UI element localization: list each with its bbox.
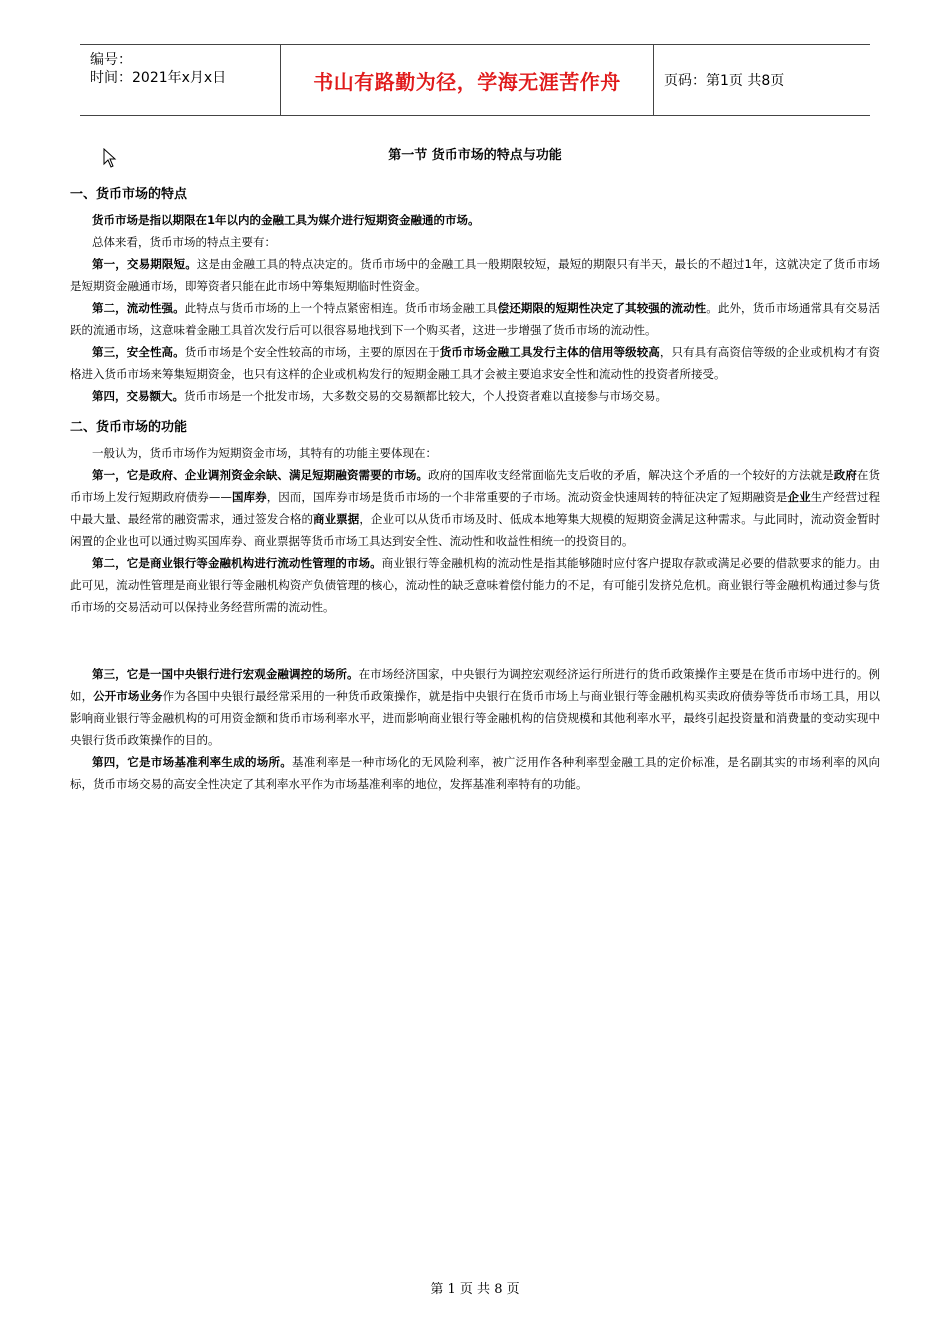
section-functions-continued xyxy=(70,663,880,795)
function-paragraph xyxy=(70,552,880,618)
emphasis-text: 国库券 xyxy=(231,490,267,504)
paragraph-text: 这是由金融工具的特点决定的。货币市场中的金融工具一般期限较短，最短的期限只有半天，最长的不超过1年，这就决定了货币市场是短期资金融通市场，即筹资者只能在此市场中筹集短期临时性资金。 xyxy=(70,257,881,293)
motto: 书山有路勤为径，学海无涯苦作舟 xyxy=(313,70,621,94)
emphasis-text: 政府 xyxy=(833,468,857,482)
paragraph-lead: 第二，流动性强。 xyxy=(92,301,185,315)
emphasis-text: 企业 xyxy=(787,490,811,504)
section-characteristics xyxy=(70,185,880,407)
intro-paragraph: 一般认为，货币市场作为短期资金市场，其特有的功能主要体现在： xyxy=(92,446,437,460)
paragraph-text: ，企业可以从货币市场及时、低成本地筹集大规模的短期资金满足这种需求。与此同时，流动资金暂时闲置的企业也可以通过购买国库券、商业票据等货币市场工具达到安全性、流动性和收益性相统一的投资目的。 xyxy=(70,512,881,548)
paragraph-text: 政府的国库收支经常面临先支后收的矛盾，解决这个矛盾的一个较好的方法就是 xyxy=(428,468,834,482)
page-header xyxy=(80,44,870,116)
paragraph-text: ，只有具有高资信等级的企业或机构才有资格进入货币市场来筹集短期资金，也只有这样的企业或机构发行的短期金融工具才会被主要追求安全性和流动性的投资者所接受。 xyxy=(70,345,881,381)
paragraph-lead: 第三，安全性高。 xyxy=(92,345,185,359)
time-line: 时间：2021年x月x日 xyxy=(90,70,227,86)
code-label: 编号： xyxy=(90,52,132,68)
paragraph-text: 在市场经济国家，中央银行为调控宏观经济运行所进行的货币政策操作主要是在货币市场中进行的。例如， xyxy=(70,667,880,703)
header-right-cell xyxy=(654,45,870,115)
paragraph-text: 基准利率是一种市场化的无风险利率，被广泛用作各种利率型金融工具的定价标准，是名副其实的市场利率的风向标，货币市场交易的高安全性决定了其利率水平作为市场基准利率的地位，发挥基准利率特有的功能。 xyxy=(70,755,881,791)
paragraph-lead: 第四，交易额大。 xyxy=(92,389,184,403)
paragraph-lead: 第一，交易期限短。 xyxy=(92,257,197,271)
document-title: 第一节 货币市场的特点与功能 xyxy=(388,148,562,163)
paragraph-text: ，因而，国库券市场是货币市场的一个非常重要的子市场。流动资金快速周转的特征决定了短期融资是 xyxy=(266,490,788,504)
paragraph-text: 。此外，货币市场通常具有交易活跃的流通市场，这意味着金融工具首次发行后可以很容易地找到下一个购买者，这进一步增强了货币市场的流动性。 xyxy=(70,301,881,337)
section-functions xyxy=(70,418,880,618)
section-heading: 一、货币市场的特点 xyxy=(70,187,188,202)
paragraph-lead: 第一，它是政府、企业调剂资金余缺、满足短期融资需要的市场。 xyxy=(92,468,429,482)
paragraph-lead: 第三，它是一国中央银行进行宏观金融调控的场所。 xyxy=(92,667,359,681)
paragraph-text: 货币市场是个安全性较高的市场，主要的原因在于 xyxy=(184,345,440,359)
page-footer: 第 1 页 共 8 页 xyxy=(430,1282,520,1297)
emphasis-text: 偿还期限的短期性决定了其较强的流动性 xyxy=(497,301,707,315)
paragraph-text: 此特点与货币市场的上一个特点紧密相连。货币市场金融工具 xyxy=(184,301,498,315)
characteristic-paragraph xyxy=(70,297,880,341)
paragraph-text: 商业银行等金融机构的流动性是指其能够随时应付客户提取存款或满足必要的借款要求的能力。由此可见，流动性管理是商业银行等金融机构资产负债管理的核心，流动性的缺乏意味着偿付能力的不足，有可能引发挤兑危机。商业银行等金融机构通过参与货币市场的交易活动可以保持业务经营所需的流动性。 xyxy=(70,556,881,614)
characteristic-paragraph xyxy=(70,253,880,297)
paragraph-text: 作为各国中央银行最经常采用的一种货币政策操作，就是指中央银行在货币市场上与商业银行等金融机构买卖政府债券等货币市场工具，用以影响商业银行等金融机构的可用资金额和货币市场利率水平，进而影响商业银行等金融机构的信贷规模和其他利率水平，最终引起投资量和消费量的变动实现中央银行货币政策操作的目的。 xyxy=(70,689,881,747)
header-motto-cell xyxy=(280,45,654,115)
header-left-cell xyxy=(80,45,280,115)
paragraph-text: 在货币市场上发行短期政府债券—— xyxy=(70,468,881,504)
emphasis-text: 商业票据 xyxy=(313,512,360,526)
emphasis-text: 货币市场金融工具发行主体的信用等级较高 xyxy=(439,345,660,359)
function-paragraph xyxy=(70,663,880,751)
page-info: 页码：第1页 共8页 xyxy=(664,73,785,89)
paragraph-lead: 第二，它是商业银行等金融机构进行流动性管理的市场。 xyxy=(92,556,382,570)
function-paragraph xyxy=(70,751,880,795)
paragraph-lead: 第四，它是市场基准利率生成的场所。 xyxy=(92,755,293,769)
section-heading: 二、货币市场的功能 xyxy=(70,420,188,435)
paragraph-text: 货币市场是一个批发市场，大多数交易的交易额都比较大，个人投资者难以直接参与市场交易。 xyxy=(184,389,667,403)
function-paragraph xyxy=(70,464,880,552)
characteristic-paragraph xyxy=(70,341,880,385)
intro-paragraph: 总体来看，货币市场的特点主要有： xyxy=(92,235,276,249)
paragraph-text: 生产经营过程中最大量、最经常的融资需求，通过签发合格的 xyxy=(70,490,881,526)
characteristic-paragraph xyxy=(70,385,880,407)
definition-paragraph: 货币市场是指以期限在1年以内的金融工具为媒介进行短期资金融通的市场。 xyxy=(92,213,480,227)
emphasis-text: 公开市场业务 xyxy=(93,689,163,703)
